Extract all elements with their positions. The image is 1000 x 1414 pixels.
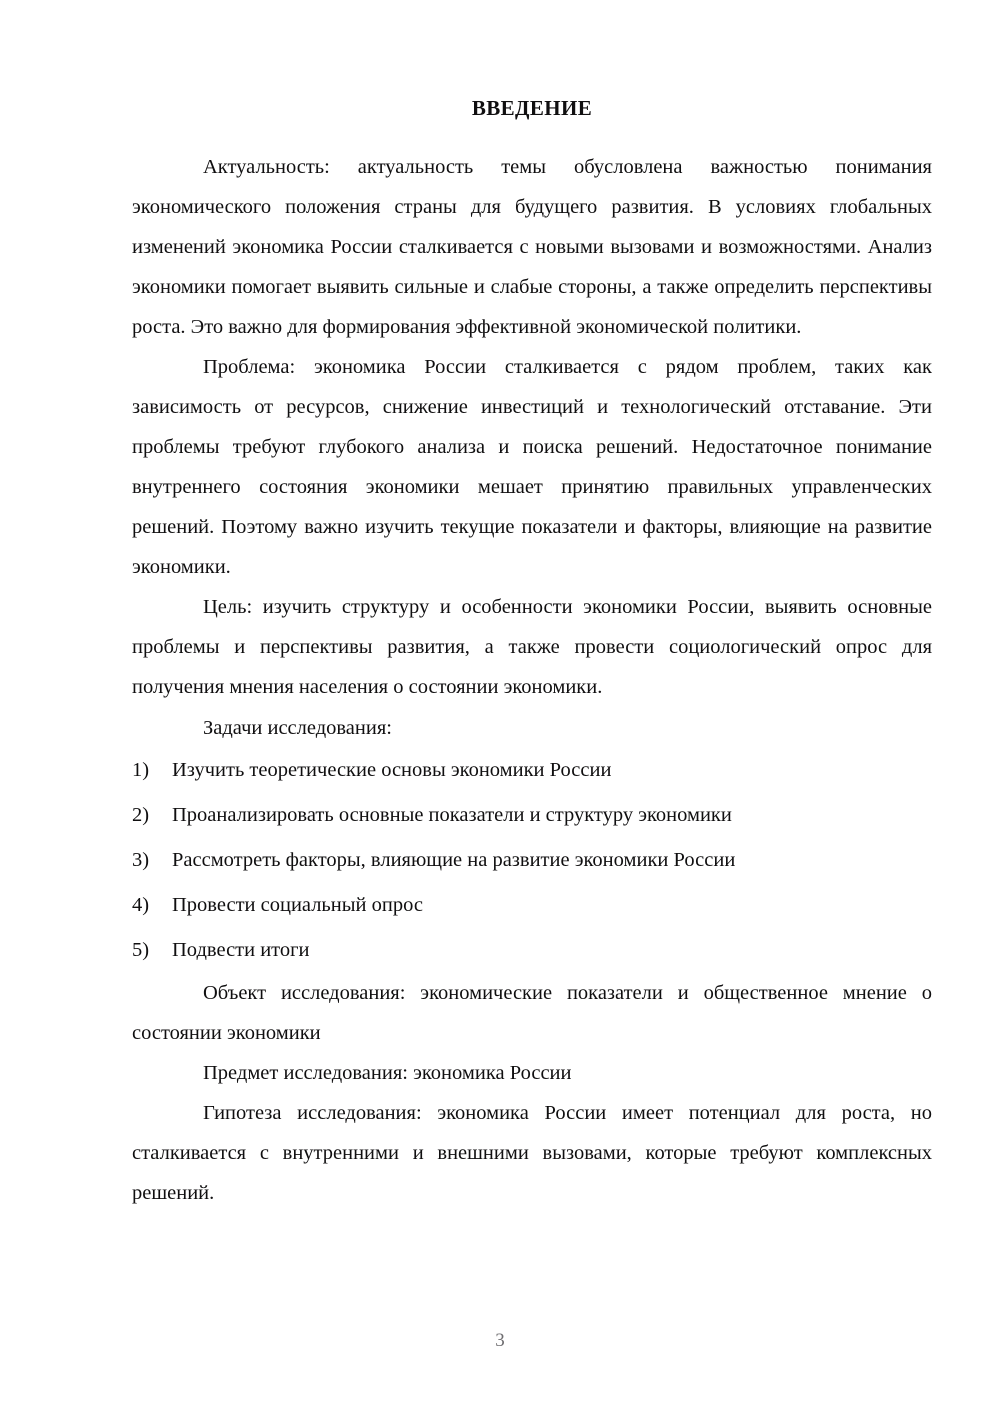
list-item xyxy=(132,748,932,793)
list-item xyxy=(132,838,932,883)
list-item-label: Изучить теоретические основы экономики России xyxy=(172,759,612,781)
list-item-marker: 5) xyxy=(132,939,150,961)
list-item xyxy=(132,883,932,928)
list-item-marker: 4) xyxy=(132,894,150,916)
paragraph-goal: Цель: изучить структуру и особенности экономики России, выявить основные проблемы и перспективы развития, а также провести социологический опрос для получения мнения населения о состоянии экономики. xyxy=(132,596,932,698)
list-item-marker: 2) xyxy=(132,804,150,826)
list-item-marker: 1) xyxy=(132,759,150,781)
list-item-label: Подвести итоги xyxy=(172,939,310,961)
tasks-heading: Задачи исследования: xyxy=(203,717,392,739)
tasks-list xyxy=(132,748,932,973)
page-number: 3 xyxy=(495,1330,505,1351)
page-title: ВВЕДЕНИЕ xyxy=(471,96,593,120)
paragraph-relevance: Актуальность: актуальность темы обусловлена важностью понимания экономического положения страны для будущего развития. В условиях глобальных изменений экономика России сталкивается с новыми вызовами и возможностями. Анализ экономики помогает выявить сильные и слабые стороны, а также определить перспективы роста. Это важно для формирования эффективной экономической политики. xyxy=(132,156,932,338)
paragraph-subject: Предмет исследования: экономика России xyxy=(203,1062,572,1084)
paragraph-object: Объект исследования: экономические показатели и общественное мнение о состоянии экономики xyxy=(132,982,932,1044)
list-item-marker: 3) xyxy=(132,849,150,871)
list-item-label: Рассмотреть факторы, влияющие на развитие экономики России xyxy=(172,849,736,871)
document-body xyxy=(132,88,932,1213)
list-item xyxy=(132,928,932,973)
paragraph-problem: Проблема: экономика России сталкивается с рядом проблем, таких как зависимость от ресурсов, снижение инвестиций и технологический отставание. Эти проблемы требуют глубокого анализа и поиска решений. Недостаточное понимание внутреннего состояния экономики мешает принятию правильных управленческих решений. Поэтому важно изучить текущие показатели и факторы, влияющие на развитие экономики. xyxy=(132,356,932,578)
list-item-label: Провести социальный опрос xyxy=(172,894,423,916)
list-item-label: Проанализировать основные показатели и структуру экономики xyxy=(172,804,732,826)
paragraph-hypothesis: Гипотеза исследования: экономика России имеет потенциал для роста, но сталкивается с внутренними и внешними вызовами, которые требуют комплексных решений. xyxy=(132,1102,932,1204)
list-item xyxy=(132,793,932,838)
